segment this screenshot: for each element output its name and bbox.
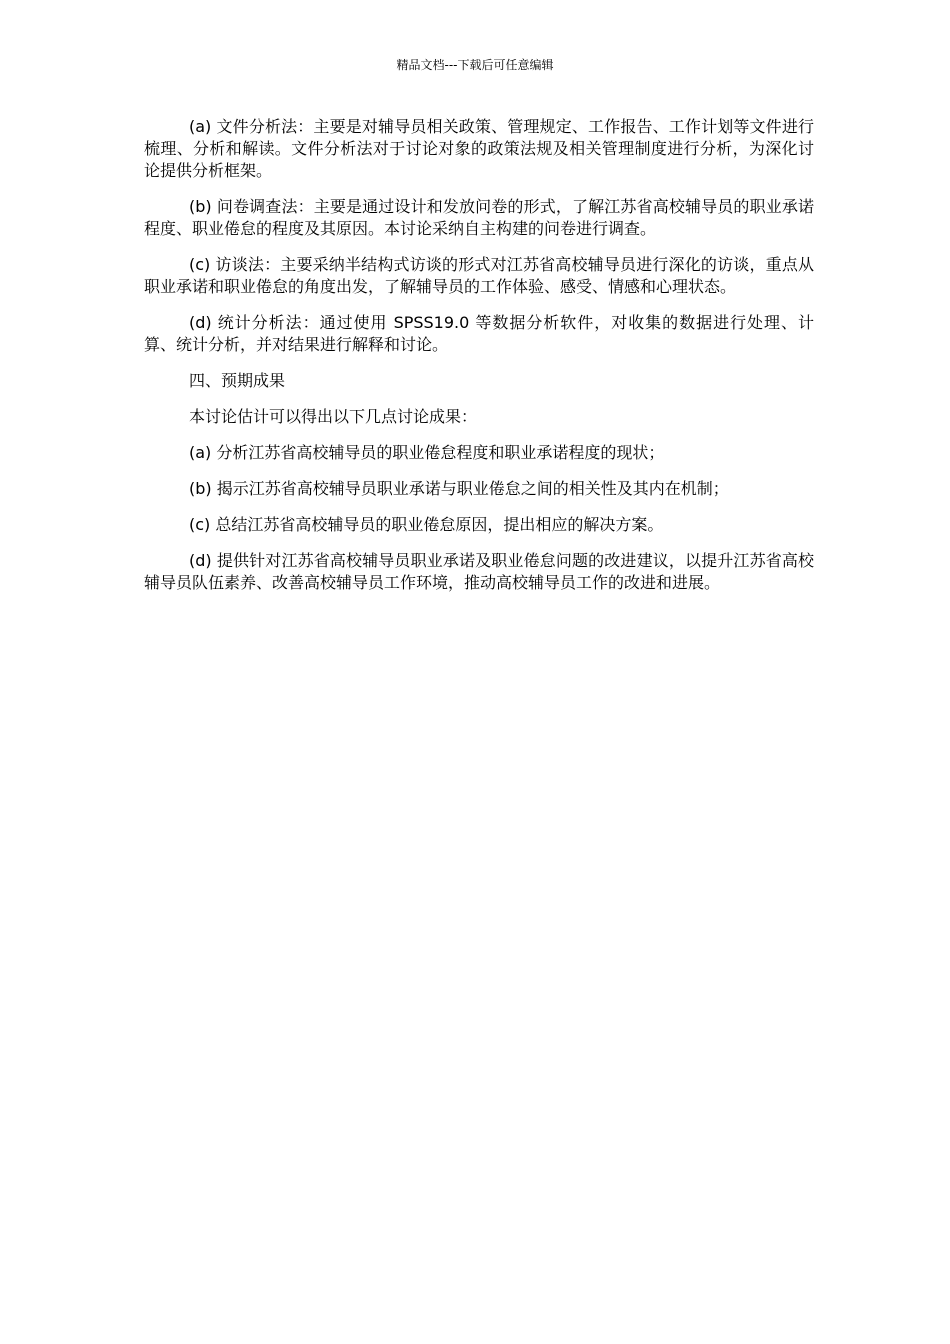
method-document-analysis-paragraph: (a) 文件分析法：主要是对辅导员相关政策、管理规定、工作报告、工作计划等文件进行梳理、分析和解读。文件分析法对于讨论对象的政策法规及相关管理制度进行分析，为深化讨论提供分析框架。 bbox=[144, 117, 814, 180]
page-header: 精品文档---下载后可任意编辑 bbox=[396, 58, 554, 72]
method-statistical-analysis-paragraph: (d) 统计分析法：通过使用 SPSS19.0 等数据分析软件，对收集的数据进行处理、计算、统计分析，并对结果进行解释和讨论。 bbox=[144, 313, 814, 354]
expected-result-b: (b) 揭示江苏省高校辅导员职业承诺与职业倦怠之间的相关性及其内在机制； bbox=[189, 479, 729, 498]
expected-result-a: (a) 分析江苏省高校辅导员的职业倦怠程度和职业承诺程度的现状； bbox=[189, 443, 665, 462]
expected-result-c: (c) 总结江苏省高校辅导员的职业倦怠原因，提出相应的解决方案。 bbox=[189, 515, 664, 534]
expected-result-d: (d) 提供针对江苏省高校辅导员职业承诺及职业倦怠问题的改进建议，以提升江苏省高校辅导员队伍素养、改善高校辅导员工作环境，推动高校辅导员工作的改进和进展。 bbox=[144, 551, 814, 592]
method-interview-paragraph: (c) 访谈法：主要采纳半结构式访谈的形式对江苏省高校辅导员进行深化的访谈，重点从职业承诺和职业倦怠的角度出发，了解辅导员的工作体验、感受、情感和心理状态。 bbox=[144, 255, 814, 296]
section-heading-expected-results: 四、预期成果 bbox=[189, 371, 286, 390]
method-questionnaire-paragraph: (b) 问卷调查法：主要是通过设计和发放问卷的形式，了解江苏省高校辅导员的职业承诺程度、职业倦怠的程度及其原因。本讨论采纳自主构建的问卷进行调查。 bbox=[144, 197, 814, 238]
document-body bbox=[144, 116, 814, 594]
expected-results-intro: 本讨论估计可以得出以下几点讨论成果： bbox=[189, 407, 478, 426]
